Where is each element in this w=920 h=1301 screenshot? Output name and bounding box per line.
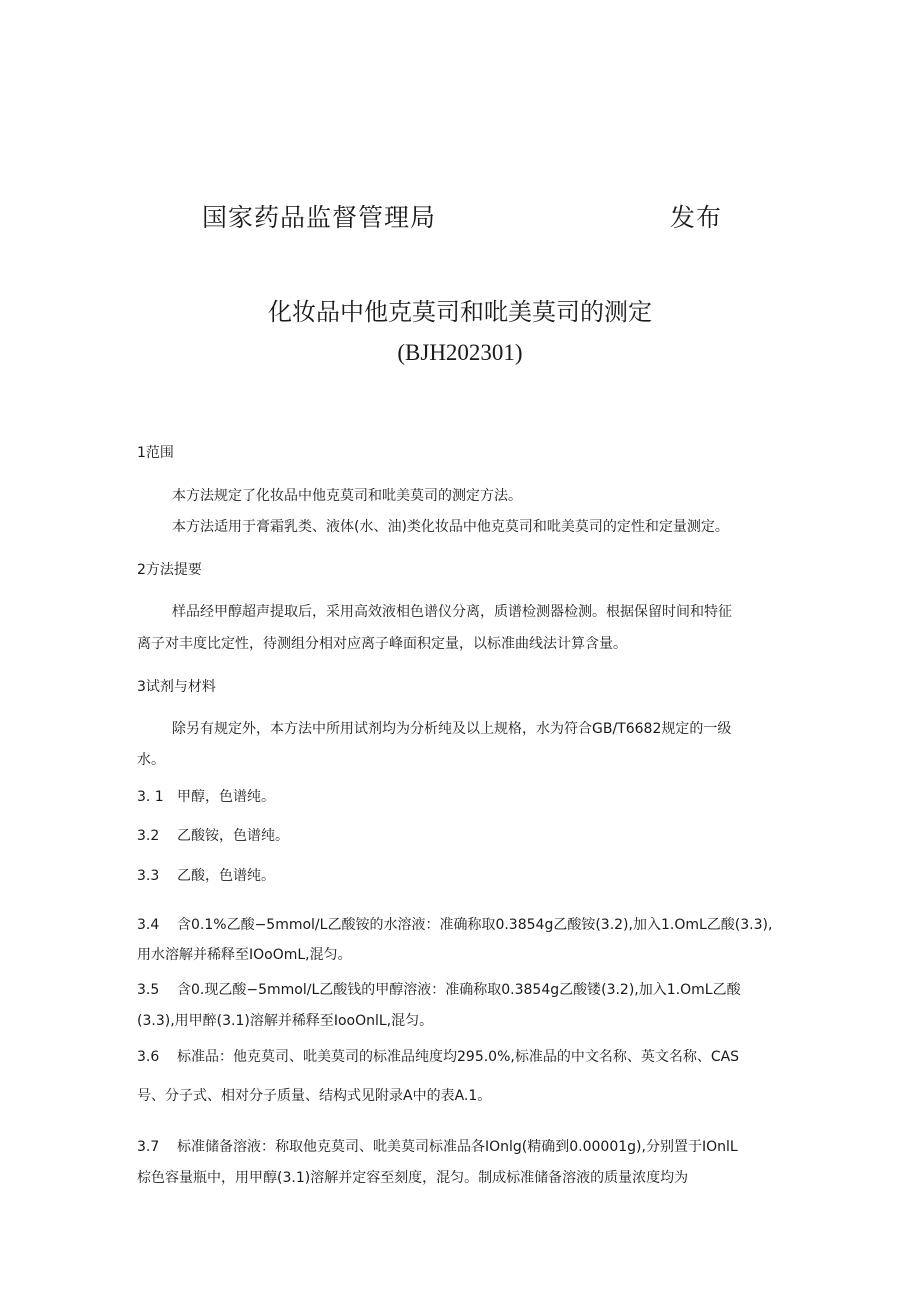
section-3-paragraph-line: 除另有规定外，本方法中所用试剂均为分析纯及以上规格，水为符合GB/T6682规定的一级 bbox=[172, 721, 732, 737]
list-item-continuation: 棕色容量瓶中，用甲醇(3.1)溶解并定容至刻度，混匀。制成标准储备溶液的质量浓度均为 bbox=[137, 1170, 689, 1186]
list-item-3-6 bbox=[137, 1046, 739, 1066]
item-text: 含0.1%乙酸−5mmol∕L乙酸铵的水溶液：准确称取0.3854g乙酸铵(3.2),加入1.OmL乙酸(3.3), bbox=[177, 917, 773, 933]
document-code: (BJH202301) bbox=[397, 340, 523, 365]
list-item-3-1 bbox=[137, 786, 275, 806]
item-text: 标准储备溶液：称取他克莫司、吡美莫司标准品各IOnlg(精确到0.00001g),分别置于IOnlL bbox=[177, 1139, 738, 1155]
item-text: 甲醇，色谱纯。 bbox=[177, 789, 275, 805]
list-item-continuation: 用水溶解并稀释至IOoOmL,混匀。 bbox=[137, 947, 352, 963]
item-number: 3.2 bbox=[137, 828, 160, 844]
publish-label: 发布 bbox=[670, 203, 723, 232]
section-1-paragraph: 本方法规定了化妆品中他克莫司和吡美莫司的测定方法。 bbox=[172, 488, 522, 504]
item-number: 3.3 bbox=[137, 868, 160, 884]
issuer-name: 国家药品监督管理局 bbox=[202, 203, 437, 232]
item-number: 3.7 bbox=[137, 1139, 160, 1155]
section-2-paragraph-line: 样品经甲醇超声提取后，采用高效液相色谱仪分离，质谱检测器检测。根据保留时间和特征 bbox=[172, 604, 732, 620]
item-text: 乙酸，色谱纯。 bbox=[177, 868, 275, 884]
item-number: 3.6 bbox=[137, 1049, 160, 1065]
list-item-3-3 bbox=[137, 865, 275, 885]
list-item-3-7 bbox=[137, 1136, 738, 1156]
section-3-heading: 3试剂与材料 bbox=[137, 679, 216, 695]
item-number: 3.5 bbox=[137, 982, 160, 998]
list-item-3-4 bbox=[137, 914, 772, 934]
section-2-heading: 2方法提要 bbox=[137, 562, 202, 578]
list-item-continuation: (3.3),用甲醉(3.1)溶解并稀释至IooOnlL,混匀。 bbox=[137, 1013, 434, 1029]
list-item-3-5 bbox=[137, 979, 741, 999]
document-title: 化妆品中他克莫司和吡美莫司的测定 bbox=[268, 298, 652, 326]
item-number: 3.4 bbox=[137, 917, 160, 933]
item-number: 3. 1 bbox=[137, 789, 164, 805]
list-item-3-2 bbox=[137, 825, 289, 845]
item-text: 标准品：他克莫司、吡美莫司的标准品纯度均295.0%,标准品的中文名称、英文名称、CAS bbox=[177, 1049, 740, 1065]
section-2-paragraph-line: 离子对丰度比定性，待测组分相对应离子峰面积定量，以标准曲线法计算含量。 bbox=[137, 636, 627, 652]
list-item-continuation: 号、分子式、相对分子质量、结构式见附录A中的表A.1。 bbox=[137, 1088, 492, 1104]
item-text: 含0.现乙酸−5mmol∕L乙酸钱的甲醇溶液：准确称取0.3854g乙酸镂(3.2),加入1.OmL乙酸 bbox=[177, 982, 741, 998]
section-1-heading: 1范围 bbox=[137, 445, 174, 461]
item-text: 乙酸铵，色谱纯。 bbox=[177, 828, 289, 844]
section-1-paragraph: 本方法适用于膏霜乳类、液体(水、油)类化妆品中他克莫司和吡美莫司的定性和定量测定。 bbox=[172, 519, 729, 535]
section-3-paragraph-line: 水。 bbox=[137, 752, 165, 768]
